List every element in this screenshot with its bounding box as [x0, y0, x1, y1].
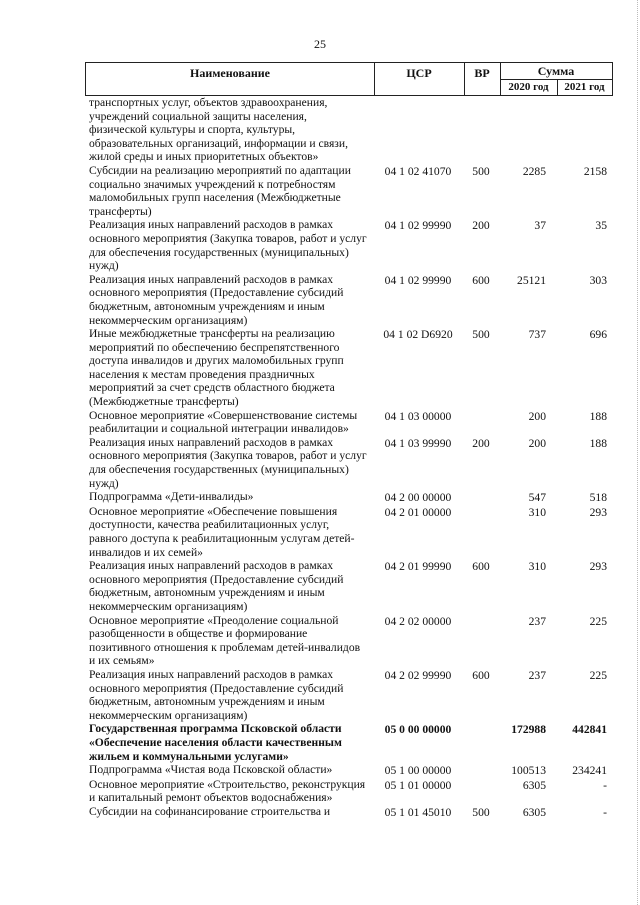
row-sum-2021: - [603, 805, 607, 819]
row-sum-2021: 225 [589, 668, 607, 682]
row-sum-2020: 6305 [522, 778, 546, 792]
row-sum-2020: 200 [528, 436, 546, 450]
row-vr [463, 505, 499, 559]
row-sum-2021: 442841 [572, 723, 607, 737]
row-sum-2021: 234241 [572, 764, 607, 778]
row-sum-2021: 518 [589, 491, 607, 505]
row-csr: 04 1 03 99990 [384, 436, 452, 450]
row-vr [463, 614, 499, 668]
header-csr: ЦСР [374, 63, 465, 95]
page-edge [636, 0, 638, 905]
header-vr: ВР [464, 63, 501, 95]
table-body [85, 96, 613, 819]
table-row [85, 668, 613, 722]
table-row [85, 505, 613, 559]
row-name: Реализация иных направлений расходов в рамках основного мероприятия (Предоставление субсидий бюджетным, автономным учреждениям и иным некоммерческим организациям) [89, 559, 344, 613]
row-vr [463, 778, 499, 805]
row-sum-2021: 303 [589, 273, 607, 287]
row-vr: 500 [472, 805, 490, 819]
header-name: Наименование [86, 63, 375, 95]
row-vr [463, 763, 499, 778]
row-vr [463, 96, 499, 164]
table-row [85, 96, 613, 164]
row-vr: 600 [472, 560, 490, 574]
row-sum-2021: 293 [589, 505, 607, 519]
row-sum-2020: 310 [528, 505, 546, 519]
row-csr: 04 2 00 00000 [384, 491, 452, 505]
row-name: Реализация иных направлений расходов в рамках основного мероприятия (Предоставление субсидий бюджетным, автономным учреждениям и иным некоммерческим организациям) [89, 272, 344, 327]
row-name: Основное мероприятие «Строительство, реконструкция и капитальный ремонт объектов водоснабжения» [89, 777, 366, 805]
row-name: Подпрограмма «Дети-инвалиды» [89, 490, 254, 504]
row-sum-2020: 2285 [522, 164, 546, 178]
table-row [85, 559, 613, 613]
row-name: Подпрограмма «Чистая вода Псковской области» [89, 763, 333, 777]
row-csr: 04 1 02 99990 [384, 273, 452, 287]
header-sum: Сумма [500, 63, 612, 80]
row-sum-2021 [556, 96, 613, 164]
row-csr: 05 1 00 00000 [384, 764, 452, 778]
row-csr: 04 2 01 99990 [384, 560, 452, 574]
row-sum-2020: 37 [534, 219, 546, 233]
table-row [85, 273, 613, 327]
row-sum-2020: 237 [528, 668, 546, 682]
row-vr: 200 [472, 436, 490, 450]
row-sum-2020: 237 [528, 614, 546, 628]
row-vr: 500 [472, 164, 490, 178]
row-name: Основное мероприятие «Обеспечение повышения доступности, качества реабилитационных услуг, равного доступа к реабилитационным услугам детей-инвалидов и их семей» [89, 504, 355, 559]
row-csr: 04 1 02 41070 [384, 164, 452, 178]
row-sum-2020: 172988 [511, 723, 546, 737]
row-sum-2021: 293 [589, 560, 607, 574]
table-row [85, 614, 613, 668]
row-sum-2021: 225 [589, 614, 607, 628]
row-sum-2021: 188 [589, 409, 607, 423]
row-name: Государственная программа Псковской области «Обеспечение населения области качественным жильем и коммунальными услугами» [89, 722, 342, 763]
table-row [85, 805, 613, 820]
row-name: Субсидии на реализацию мероприятий по адаптации социально значимых учреждений к потребностям маломобильных групп населения (Межбюджетные трансферты) [89, 163, 351, 218]
row-csr: 04 2 02 99990 [384, 668, 452, 682]
header-year-2020: 2020 год [500, 79, 558, 95]
row-csr: 04 2 02 00000 [384, 614, 452, 628]
row-sum-2021: 188 [589, 436, 607, 450]
row-sum-2020 [499, 96, 556, 164]
row-csr: 04 1 02 99990 [384, 219, 452, 233]
row-csr: 05 0 00 00000 [384, 723, 452, 737]
row-name: транспортных услуг, объектов здравоохранения, учреждений социальной защиты населения, физической культуры и спорта, культуры, образовательных организаций, информации и связи, жилой среды и иных приоритетных объектов» [89, 96, 348, 164]
row-csr: 04 1 02 D6920 [383, 328, 453, 342]
row-sum-2020: 310 [528, 560, 546, 574]
row-csr [373, 96, 463, 164]
table-row [85, 327, 613, 409]
row-vr [463, 722, 499, 763]
row-sum-2020: 200 [528, 409, 546, 423]
row-name: Реализация иных направлений расходов в рамках основного мероприятия (Закупка товаров, работ и услуг для обеспечения государственных (муниципальных) нужд) [89, 218, 367, 273]
table-header [85, 62, 613, 96]
row-sum-2021: 35 [595, 219, 607, 233]
row-csr: 05 1 01 00000 [384, 778, 452, 792]
row-name: Иные межбюджетные трансферты на реализацию мероприятий по обеспечению беспрепятственного доступа инвалидов и других маломобильных групп населения к местам проведения праздничных мероприятий за счет средств областного бюджета (Межбюджетные трансферты) [89, 327, 344, 409]
row-sum-2020: 547 [528, 491, 546, 505]
header-year-2021: 2021 год [564, 81, 605, 93]
row-name: Основное мероприятие «Преодоление социальной разобщенности в обществе и формирование позитивного отношения к проблемам детей-инвалидов и их семьям» [89, 613, 361, 668]
row-sum-2021: - [603, 778, 607, 792]
row-vr: 600 [472, 668, 490, 682]
row-sum-2020: 737 [528, 328, 546, 342]
table-row [85, 436, 613, 490]
table-row [85, 164, 613, 218]
row-sum-2020: 100513 [511, 764, 546, 778]
row-csr: 04 2 01 00000 [384, 505, 452, 519]
page-number: 25 [314, 37, 326, 51]
row-csr: 05 1 01 45010 [384, 805, 452, 819]
row-name: Основное мероприятие «Совершенствование системы реабилитации и социальной интеграции инвалидов» [89, 408, 358, 436]
table-row [85, 218, 613, 272]
row-vr: 500 [472, 328, 490, 342]
row-sum-2021: 2158 [583, 164, 607, 178]
table-row [85, 763, 613, 778]
row-sum-2020: 25121 [517, 273, 546, 287]
row-sum-2020: 6305 [522, 805, 546, 819]
row-name: Реализация иных направлений расходов в рамках основного мероприятия (Закупка товаров, работ и услуг для обеспечения государственных (муниципальных) нужд) [89, 435, 367, 490]
table-row [85, 490, 613, 505]
table-row [85, 722, 613, 763]
budget-table [85, 62, 613, 819]
row-vr: 600 [472, 273, 490, 287]
row-name: Реализация иных направлений расходов в рамках основного мероприятия (Предоставление субсидий бюджетным, автономным учреждениям и иным некоммерческим организациям) [89, 667, 344, 722]
row-sum-2021: 696 [589, 328, 607, 342]
table-row [85, 778, 613, 805]
row-vr: 200 [472, 219, 490, 233]
table-row [85, 409, 613, 436]
row-vr [463, 490, 499, 505]
row-name: Субсидии на софинансирование строительства и [89, 804, 331, 818]
row-csr: 04 1 03 00000 [384, 409, 452, 423]
row-vr [463, 409, 499, 436]
